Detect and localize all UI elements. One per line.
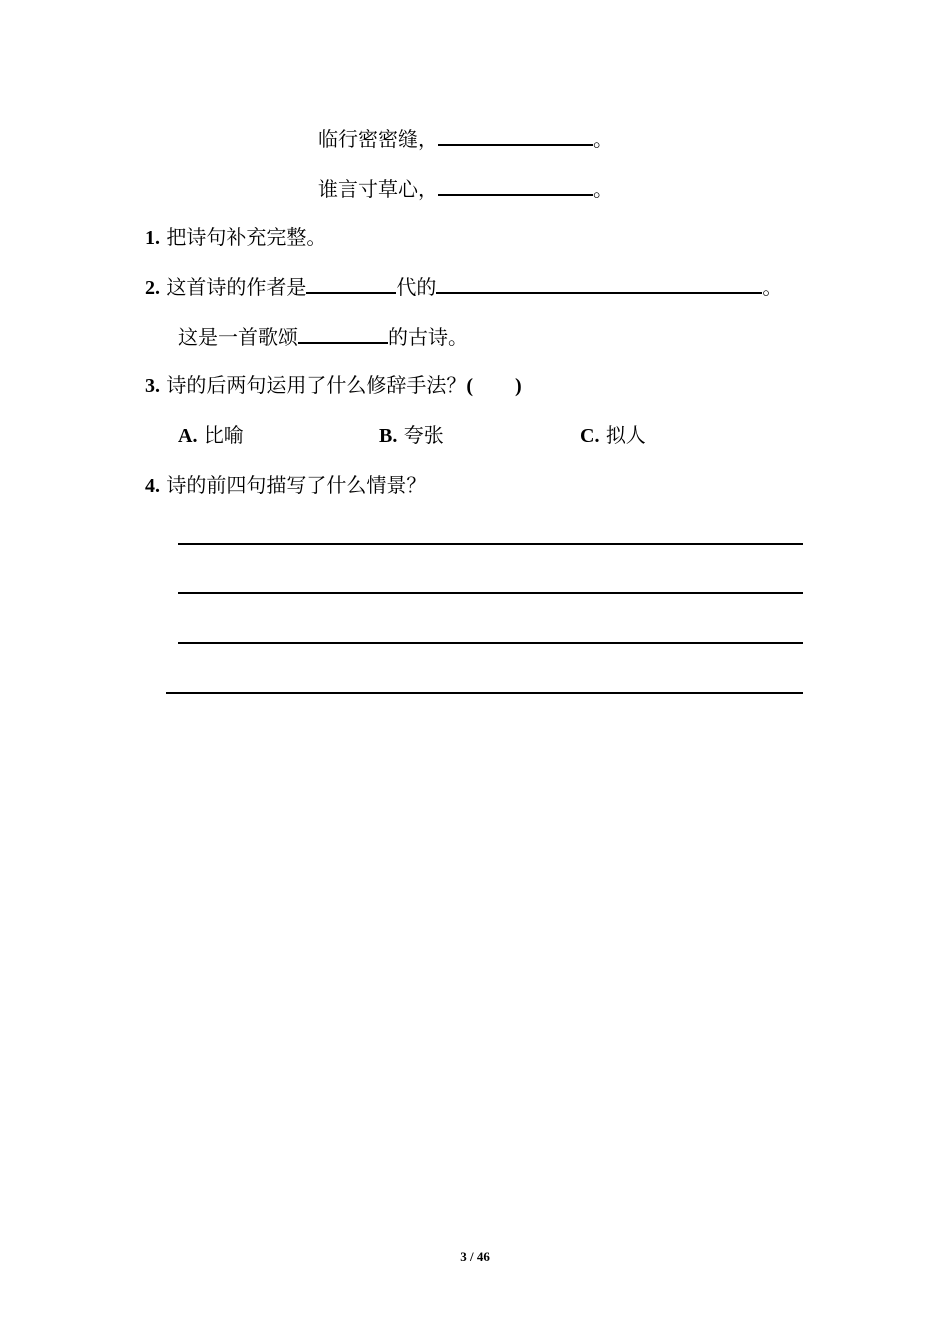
question-1-text: 把诗句补充完整。 [166, 225, 327, 249]
option-c-sep: . [594, 425, 600, 447]
question-3-number: 3 [145, 375, 155, 397]
option-b-text: 夸张 [403, 423, 444, 447]
question-2-part2: 代的 [396, 275, 437, 299]
question-3-paren-open: ( [466, 375, 474, 397]
poem-line-1-end: 。 [593, 127, 613, 151]
option-c-text: 拟人 [605, 423, 646, 447]
option-c-letter: C [580, 425, 595, 447]
question-3-text: 诗的后两句运用了什么修辞手法？ [166, 373, 467, 397]
poem-line-1 [318, 124, 613, 152]
option-a-sep: . [192, 425, 198, 447]
page-sep: / [469, 1249, 474, 1264]
question-2-line-2 [178, 322, 468, 350]
question-4-text: 诗的前四句描写了什么情景？ [166, 473, 427, 497]
question-2-number: 2 [145, 277, 155, 299]
answer-line-1[interactable] [178, 543, 803, 545]
question-3-option-c[interactable] [580, 421, 646, 449]
poem-line-2-text: 谁言寸草心， [318, 177, 438, 201]
question-2-part3: 。 [762, 275, 783, 299]
question-4 [145, 471, 426, 499]
answer-line-2[interactable] [178, 592, 803, 594]
question-1 [145, 223, 326, 251]
answer-line-3[interactable] [178, 642, 803, 644]
option-b-letter: B [379, 425, 393, 447]
question-2-author-blank[interactable] [436, 272, 762, 294]
question-3-sep: . [155, 375, 160, 397]
question-2-theme-blank[interactable] [298, 322, 388, 344]
question-4-number: 4 [145, 475, 155, 497]
question-3-option-a[interactable] [178, 421, 244, 449]
question-2-dynasty-blank[interactable] [306, 272, 396, 294]
page-total: 46 [476, 1249, 490, 1264]
question-2-part4: 这是一首歌颂 [178, 325, 298, 349]
poem-line-2-end: 。 [593, 177, 613, 201]
answer-line-4[interactable] [166, 692, 803, 694]
poem-line-2-blank[interactable] [438, 174, 593, 196]
option-b-sep: . [392, 425, 398, 447]
option-a-text: 比喻 [203, 423, 244, 447]
poem-line-1-blank[interactable] [438, 124, 593, 146]
question-2-part1: 这首诗的作者是 [166, 275, 307, 299]
option-a-letter: A [178, 425, 193, 447]
question-2-sep: . [155, 277, 160, 299]
question-3-paren-close: ) [515, 375, 522, 397]
question-4-sep: . [155, 475, 160, 497]
question-1-number: 1 [145, 227, 155, 249]
question-2 [145, 272, 782, 300]
question-3 [145, 371, 522, 399]
question-1-sep: . [155, 227, 160, 249]
poem-line-2 [318, 174, 613, 202]
page-current: 3 [460, 1249, 467, 1264]
question-2-part5: 的古诗。 [388, 325, 468, 349]
poem-line-1-text: 临行密密缝， [318, 127, 438, 151]
page-number [0, 1249, 950, 1265]
question-3-option-b[interactable] [379, 421, 444, 449]
